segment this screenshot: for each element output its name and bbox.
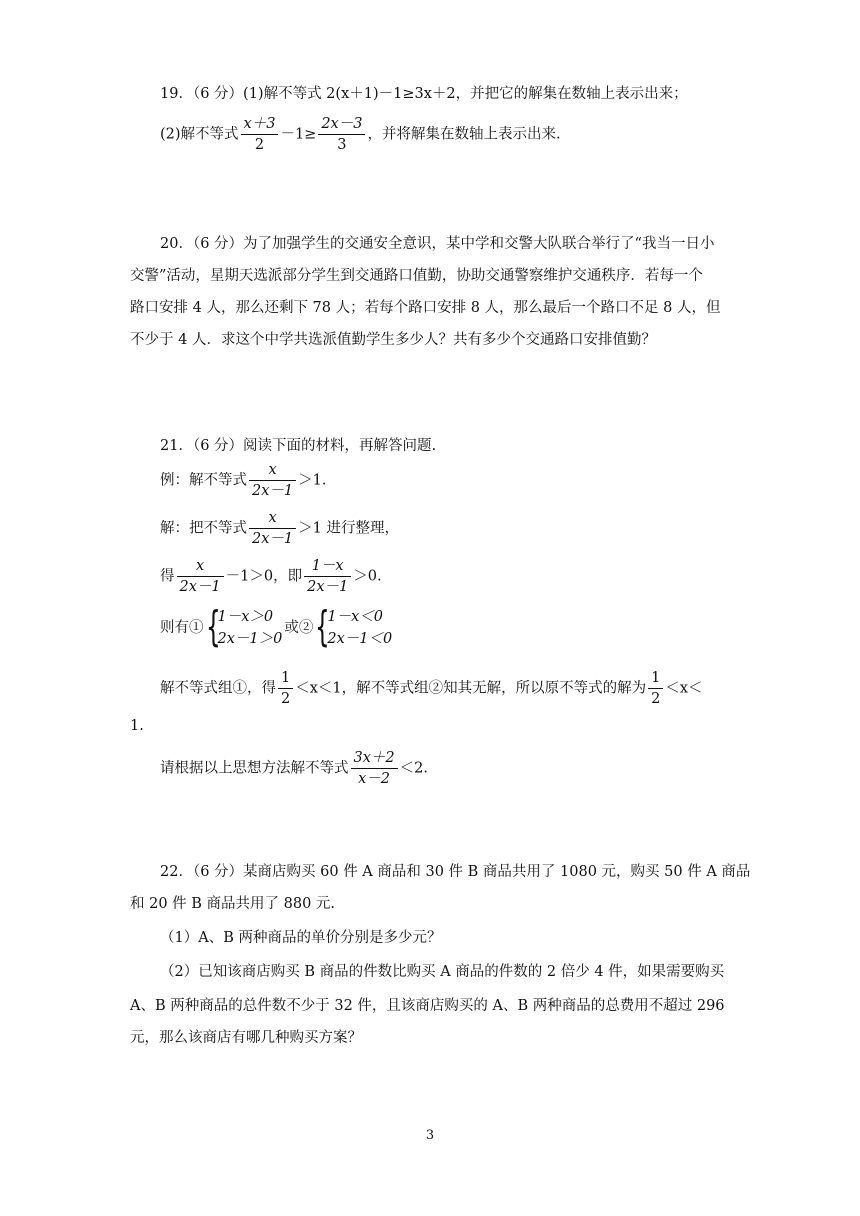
- q19-p2-suffix: ，并将解集在数轴上表示出来.: [367, 126, 561, 143]
- q20-line3: 路口安排 4 人，那么还剩下 78 人；若每个路口安排 8 人，那么最后一个路口不足 8 人，但: [130, 300, 721, 316]
- q20-line4: 不少于 4 人．求这个中学共选派值勤学生多少人？共有多少个交通路口安排值勤？: [130, 332, 656, 348]
- q21-half2-num: 1: [648, 668, 663, 689]
- q20-line2: 交警”活动，星期天选派部分学生到交通路口值勤，协助交通警察维护交通秩序．若每一个: [130, 268, 703, 284]
- q21-sol-den: 2x－1: [252, 531, 294, 547]
- q21-conc-mid: ＜x＜1，解不等式组②知其无解，所以原不等式的解为: [295, 680, 647, 697]
- q21-sol-fraction: [249, 508, 296, 549]
- q19-line1: 19．（6 分）(1)解不等式 2(x＋1)－1≥3x＋2，并把它的解集在数轴上表示出来；: [160, 86, 688, 102]
- q21-ex-num: x: [249, 460, 296, 481]
- q21-sol-num: x: [249, 508, 296, 529]
- q19-fraction-2: [318, 114, 365, 155]
- q19-mid: －1≥: [280, 126, 317, 143]
- q21-half1-den: 2: [281, 691, 291, 707]
- q19-part2: [160, 114, 561, 155]
- q21-example: [160, 460, 326, 501]
- q21-sol-suffix: ＞1 进行整理，: [298, 520, 399, 537]
- q21-get-num2: 1－x: [304, 556, 351, 577]
- q21-ex-den: 2x－1: [252, 483, 294, 499]
- q21-sys1-row2: 2x－1＞0: [217, 631, 283, 647]
- page-number: 3: [425, 1128, 435, 1143]
- q19-f1-denominator: 2: [254, 137, 265, 153]
- q21-get-gt0: ＞0.: [353, 568, 382, 585]
- q21-conc-tail: 1.: [130, 718, 144, 734]
- q21-half1-num: 1: [278, 668, 293, 689]
- q19-fraction-1: [241, 114, 279, 155]
- q21-conc-prefix: 解不等式组①，得: [160, 680, 276, 697]
- q21-half-2: [648, 668, 663, 709]
- q21-get: [160, 556, 382, 597]
- q21-sys2-row1: 1－x＜0: [327, 609, 383, 625]
- q21-ask-den: x－2: [358, 771, 391, 787]
- q21-half2-den: 2: [651, 691, 661, 707]
- q19-f2-numerator: 2x－3: [318, 114, 365, 135]
- q22-line6: 元，那么该商店有哪几种购买方案？: [130, 1030, 362, 1046]
- q21-conc-suffix: ＜x＜: [665, 680, 703, 697]
- q19-p2-prefix: (2)解不等式: [160, 126, 239, 143]
- q21-get-num1: x: [177, 556, 224, 577]
- q19-f1-numerator: x＋3: [241, 114, 279, 135]
- q21-ask-num: 3x＋2: [351, 748, 398, 769]
- q21-ask: [160, 748, 428, 789]
- q19-f2-denominator: 3: [337, 137, 347, 153]
- q21-conclusion: [160, 668, 703, 709]
- q21-systems: [160, 602, 394, 651]
- q21-then: 则有①: [160, 620, 204, 636]
- q21-ex-fraction: [249, 460, 296, 501]
- q21-half-1: [278, 668, 293, 709]
- q22-line4: （2）已知该商店购买 B 商品的件数比购买 A 商品的件数的 2 倍少 4 件，如果需要购买: [160, 964, 725, 980]
- q21-brace-2: {: [315, 602, 331, 651]
- q21-brace-1: {: [205, 602, 221, 651]
- q21-ask-suffix: ＜2.: [399, 760, 428, 777]
- q21-ask-fraction: [351, 748, 398, 789]
- q21-sys2-row2: 2x－1＜0: [327, 631, 393, 647]
- q21-line1: 21．（6 分）阅读下面的材料，再解答问题.: [160, 438, 437, 454]
- q21-get-den1: 2x－1: [179, 579, 221, 595]
- q22-line3: （1）A、B 两种商品的单价分别是多少元？: [160, 930, 442, 946]
- q21-or: 或②: [284, 620, 314, 636]
- q22-line2: 和 20 件 B 商品共用了 880 元.: [130, 896, 336, 912]
- q21-get-prefix: 得: [160, 568, 175, 585]
- q21-system-2: [315, 602, 393, 651]
- q21-sol-prefix: 解：把不等式: [160, 520, 247, 537]
- q21-get-den2: 2x－1: [307, 579, 349, 595]
- q21-get-fraction-2: [304, 556, 351, 597]
- q20-line1: 20．（6 分）为了加强学生的交通安全意识，某中学和交警大队联合举行了“我当一日小: [160, 236, 715, 252]
- q21-ask-prefix: 请根据以上思想方法解不等式: [160, 760, 349, 777]
- q21-ex-gt1: ＞1.: [298, 472, 327, 489]
- q21-get-fraction-1: [177, 556, 224, 597]
- q21-sys1-row1: 1－x＞0: [217, 609, 274, 625]
- q21-system-1: [205, 602, 283, 651]
- q21-solution: [160, 508, 399, 549]
- q21-get-mid: －1＞0，即: [225, 568, 303, 585]
- q21-ex-prefix: 例：解不等式: [160, 472, 247, 489]
- q22-line5: A、B 两种商品的总件数不少于 32 件，且该商店购买的 A、B 两种商品的总费用不超过 296: [130, 998, 725, 1014]
- q22-line1: 22．（6 分）某商店购买 60 件 A 商品和 30 件 B 商品共用了 1080 元，购买 50 件 A 商品: [160, 864, 751, 880]
